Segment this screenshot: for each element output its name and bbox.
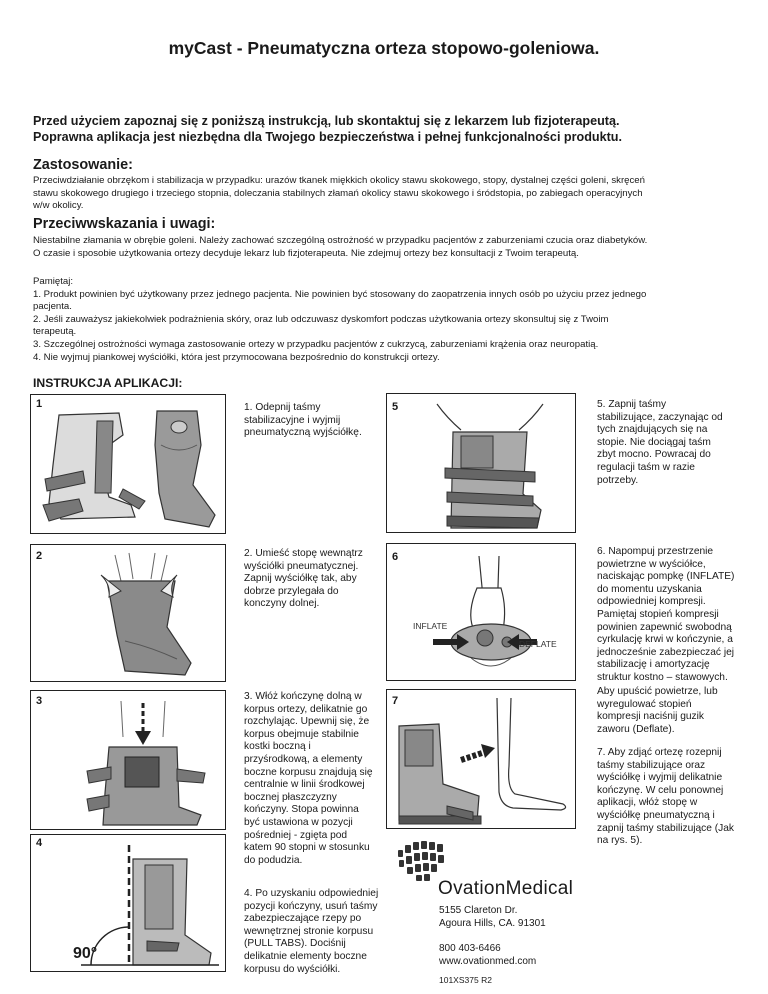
step-line: kończyny. Stopa powinna [244, 804, 359, 816]
inflate-pump-drawing [407, 552, 573, 678]
panel-number: 7 [392, 695, 399, 707]
step-line: odpowiedniej kompresji. [597, 596, 706, 608]
step-line: bocznej płaszczyzny [244, 791, 337, 803]
zastosowanie-line: w/w okolicy. [33, 200, 84, 212]
zastosowanie-heading: Zastosowanie: [33, 157, 133, 173]
step-line: boczne korpusu znajdują się [244, 766, 373, 778]
panel-3-illustration [30, 690, 226, 830]
step-line: przyśrodkową, a elementy [244, 753, 363, 765]
przeciwwskazania-text [33, 235, 748, 260]
pamietaj-line: 2. Jeśli zauważysz jakiekolwiek podrażnienia skóry, oraz lub odczuwasz dyskomfort podczas użytkowania ortezy skonsultuj się z Twoim [33, 313, 609, 325]
step-line: 4. Po uzyskaniu odpowiedniej [244, 888, 379, 899]
panel-5-illustration [386, 393, 576, 533]
intro-line-2: Poprawna aplikacja jest niezbędna dla Twojego bezpieczeństwa i pełnej funkcjonalności produktu. [33, 130, 622, 144]
step-1-text [244, 402, 362, 440]
step-6-text [597, 546, 734, 685]
angle-label: 90° [73, 945, 98, 962]
step-line: katem 90 stopni w stosunku [244, 842, 370, 854]
step-line: 2. Umieść stopę wewnątrz [244, 548, 363, 559]
pamietaj-line: Pamiętaj: [33, 276, 73, 287]
panel-number: 2 [36, 550, 43, 562]
step-line: regulacji taśm w razie [597, 461, 695, 473]
panel-number: 6 [392, 551, 399, 563]
step-line: jednocześnie zabezpieczać jej [597, 646, 735, 658]
step-line: powinien zapewnić swobodną [597, 621, 732, 633]
deflate-label: DEFLATE [519, 639, 557, 649]
step-line: 7. Aby zdjąć ortezę rozepnij [597, 747, 722, 758]
step-5-text [597, 399, 723, 487]
panel-6-illustration [386, 543, 576, 681]
step-line: 6. Napompuj przestrzenie [597, 546, 714, 557]
step-line: pozycji kończyny, usuń taśmy [244, 900, 378, 912]
step-line: zbyt mocno. Powracaj do [597, 449, 711, 461]
step-line: korpus ortezy, delikatnie go [244, 703, 368, 715]
step-line: korpusu do wyściółki. [244, 963, 341, 975]
step-line: stabilizację i amortyzację [597, 659, 710, 671]
step-line: cyrkulację krwi w kończynie, a [597, 634, 733, 646]
address-line: Agoura Hills, CA. 91301 [439, 918, 546, 929]
panel-number: 5 [392, 401, 399, 413]
step-line: aplikacji, włóż stopę w [597, 797, 698, 809]
step-line: Pamiętaj stopień kompresji [597, 608, 719, 620]
zastosowanie-line: Przeciwdziałanie obrzękom i stabilizacja w przypadku: urazów tkanek miękkich okolicy stawu skokowego, stopy, dystalnej części goleni, skręceń [33, 175, 645, 186]
address-line: 5155 Clareton Dr. [439, 905, 518, 916]
step-line: pneumatyczną wyjściółkę. [244, 427, 362, 439]
pamietaj-line: 4. Nie wyjmuj piankowej wyściółki, która jest przymocowana bezpośrednio do konstrukcji ortezy. [33, 351, 440, 363]
przeciwwskazania-line: Niestabilne złamania w obrębie goleni. Należy zachować szczególną ostrożność w przypadku pacjentów z zaburzeniami czucia oraz diabetyków. [33, 235, 648, 246]
step-line: zabezpieczające rzepy po [244, 913, 362, 925]
instrukcja-heading: INSTRUKCJA APLIKACJI: [33, 376, 183, 390]
pamietaj-list [33, 276, 748, 364]
step-line: taśmy stabilizujące oraz [597, 759, 706, 771]
step-line: zapnij taśmy stabilizujące (Jak [597, 822, 735, 834]
step-line: pośredniej - zgięta pod [244, 829, 348, 841]
step-line: Zapnij wyściółkę tak, aby [244, 573, 357, 585]
step-line: potrzeby. [597, 474, 639, 486]
panel-number: 1 [36, 398, 43, 410]
panel-number: 3 [36, 695, 43, 707]
panel-4-illustration [30, 834, 226, 972]
step-line: korpus obejmuje stabilnie [244, 728, 359, 740]
step-line: być ustawiona w pozycji [244, 816, 353, 828]
pamietaj-line: 1. Produkt powinien być użytkowany przez jednego pacjenta. Nie powinien być stosowany do zaopatrzenia innych osób po użyciu przez jednego [33, 288, 647, 300]
removing-brace-drawing [395, 696, 573, 826]
phone-number: 800 403-6466 [439, 943, 501, 954]
pamietaj-line: terapeutą. [33, 326, 77, 338]
foot-in-liner-drawing [81, 551, 211, 679]
company-contact [439, 942, 536, 968]
step-line: Aby upuścić powietrze, lub [597, 686, 718, 697]
step-line: dobrze przylegała do [244, 585, 339, 597]
step-line: wyściółkę i wyjmij delikatnie [597, 772, 723, 784]
panel-number: 4 [36, 837, 43, 849]
step-line: na rys. 5). [597, 835, 643, 847]
step-line: konczyny dolnej. [244, 598, 320, 610]
step-line: rozchylając. Upewnij się, że [244, 716, 370, 728]
przeciwwskazania-line: O czasie i sposobie użytkowania ortezy decyduje lekarz lub fizjoterapeuta. Nie zdejmuj ortezy bez konsultacji z Twoim terapeutą. [33, 247, 579, 259]
step-line: 1. Odepnij taśmy [244, 402, 321, 413]
step-line: wewnętrznej stronie korpusu [244, 925, 374, 937]
step-line: kostki boczną i [244, 741, 311, 753]
step-line: wyściółkę pneumatyczną i [597, 809, 715, 821]
company-logo-text [438, 878, 573, 900]
zastosowanie-line: stawu skokowego drugiego i trzeciego stopnia, doleczania stabilnych złamań okolicy stawu skokowego i śródstopia, po zabiegach operacyjnych [33, 187, 643, 199]
step-4-text [244, 888, 378, 976]
step-line: tych znajdujących się na [597, 424, 708, 436]
company-address [439, 904, 546, 930]
brace-and-liner-drawing [39, 405, 219, 531]
inflate-label: INFLATE [413, 621, 448, 631]
step-line: (PULL TABS). Dociśnij [244, 938, 346, 950]
step-line: struktur kostno – stawowych. [597, 671, 728, 683]
step-line: zaworu (Deflate). [597, 723, 675, 735]
step-line: powietrzne w wyściółce, [597, 558, 706, 570]
leg-into-brace-drawing [81, 697, 211, 827]
website: www.ovationmed.com [439, 956, 537, 967]
step-line: do podudzia. [244, 854, 303, 866]
step-line: wyregulować stopień [597, 698, 692, 710]
panel-1-illustration [30, 394, 226, 534]
pamietaj-line: 3. Szczególnej ostrożności wymaga zastosowanie ortezy w przypadku pacjentów z cukrzycą, zaburzeniami krążenia oraz neuropatią. [33, 338, 599, 350]
step-2-text [244, 548, 363, 611]
intro-warning [33, 113, 753, 145]
pamietaj-line: pacjenta. [33, 301, 72, 313]
page-title: myCast - Pneumatyczna orteza stopowo-goleniowa. [168, 38, 600, 58]
przeciwwskazania-heading: Przeciwwskazania i uwagi: [33, 216, 216, 232]
step-line: stopie. Nie dociągaj taśm [597, 436, 711, 448]
straps-fastening-drawing [417, 398, 567, 530]
step-line: 5. Zapnij taśmy [597, 399, 667, 410]
step-line: naciskając pompkę (INFLATE) [597, 571, 735, 583]
step-line: stabilizacyjne i wyjmij [244, 414, 341, 426]
step-line: 3. Włóż kończynę dolną w [244, 691, 362, 702]
zastosowanie-text [33, 175, 748, 213]
step-line: kompresji naciśnij guzik [597, 711, 705, 723]
step-7-text [597, 747, 734, 848]
step-line: centralnie w linii środkowej [244, 779, 365, 791]
logo-word-1: Ovation [438, 878, 506, 899]
step-6b-text [597, 686, 718, 736]
step-3-text [244, 691, 373, 867]
panel-2-illustration [30, 544, 226, 682]
step-line: do momentu uzyskania [597, 583, 702, 595]
step-line: kończynę. W celu ponownej [597, 784, 724, 796]
step-line: wyściółki pneumatycznej. [244, 560, 359, 572]
step-line: delikatnie elementy boczne [244, 950, 367, 962]
logo-word-2: Medical [505, 878, 574, 899]
document-code: 101XS375 R2 [439, 975, 492, 985]
intro-line-1: Przed użyciem zapoznaj się z poniższą instrukcją, lub skontaktuj się z lekarzem lub fizjoterapeutą. [33, 114, 620, 128]
panel-7-illustration [386, 689, 576, 829]
step-line: stabilizujące, zaczynając od [597, 411, 723, 423]
